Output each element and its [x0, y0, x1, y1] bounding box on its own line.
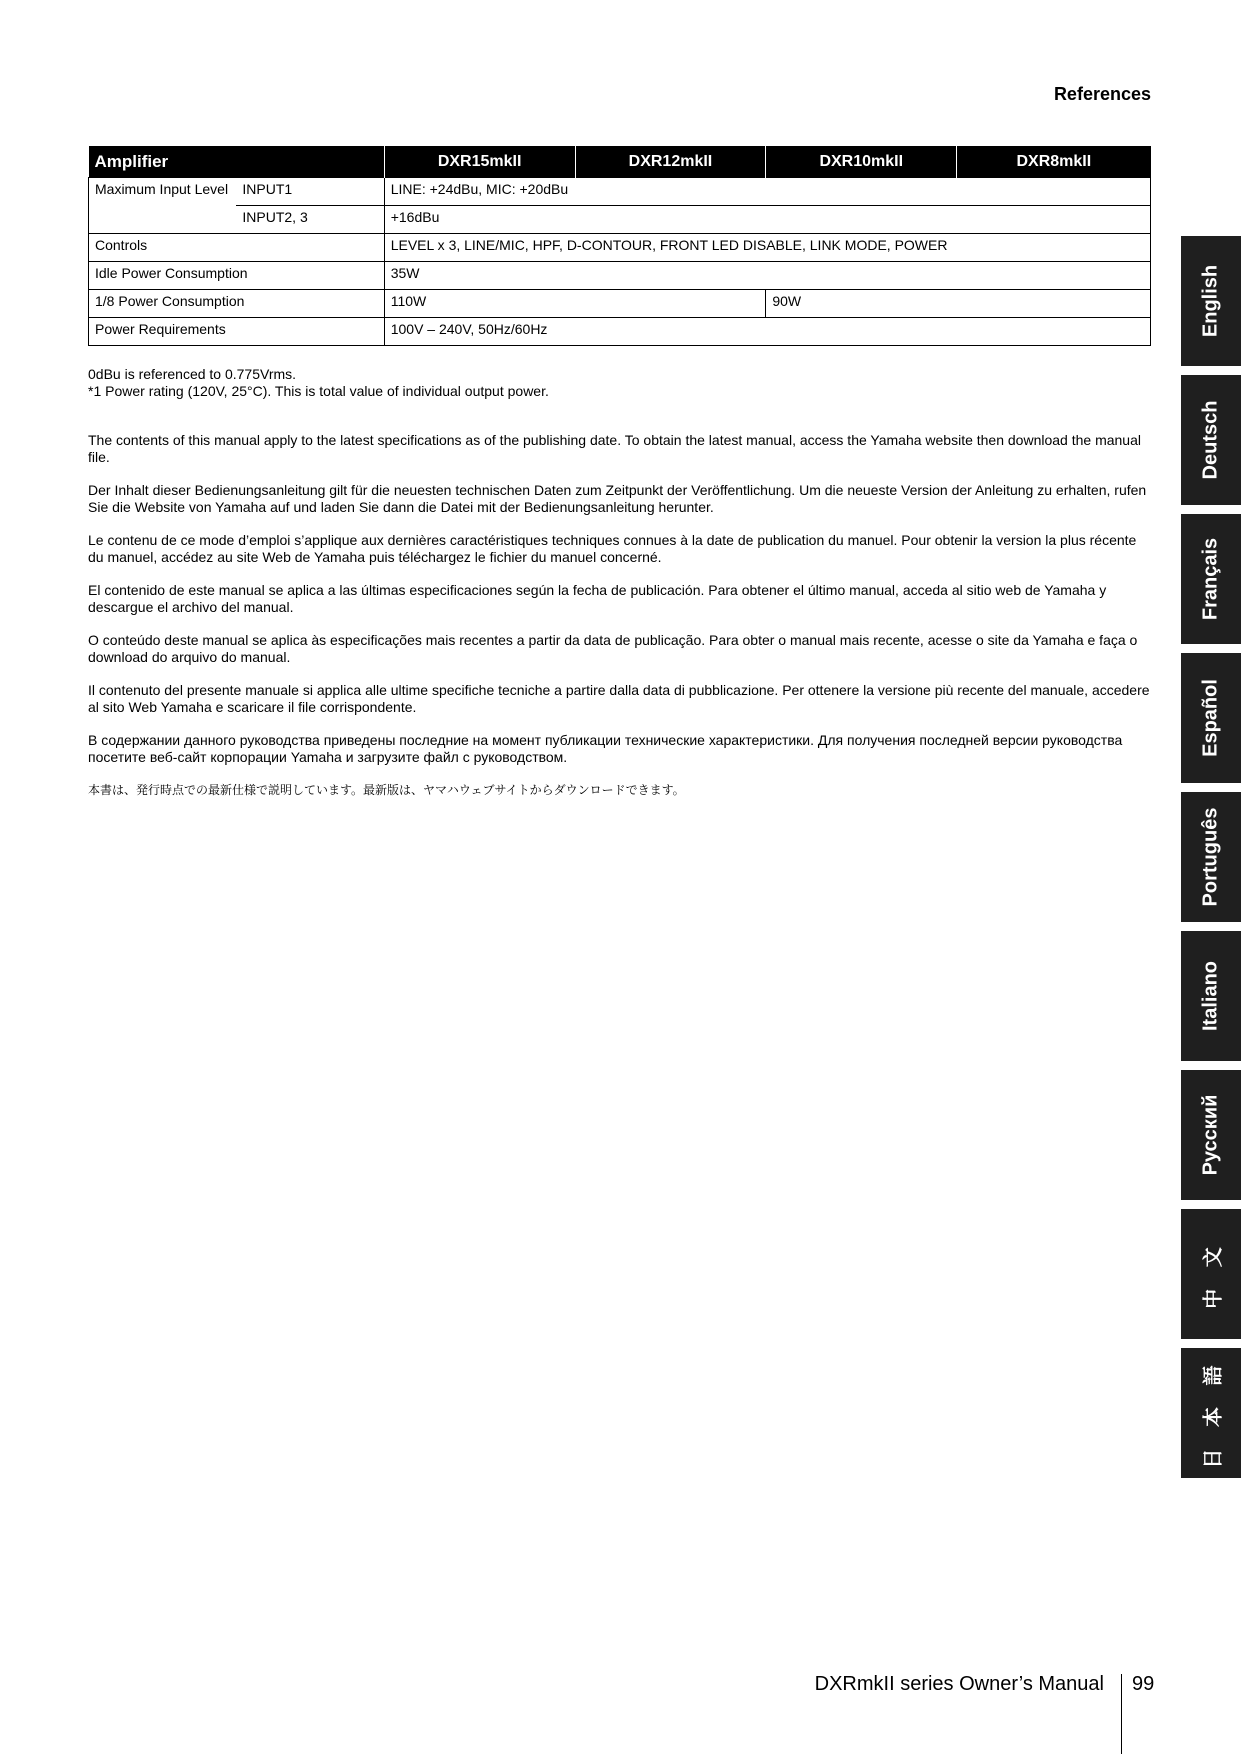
header-amplifier: Amplifier	[89, 146, 237, 178]
tab-label: Deutsch	[1199, 400, 1222, 480]
tab-italiano[interactable]	[1181, 931, 1241, 1061]
tab-label: Français	[1199, 537, 1222, 621]
notice-portuguese: O conteúdo deste manual se aplica às especificações mais recentes a partir da data de publicação. Para obter o manual mais recente, acesse o site da Yamaha e faça o download do arquivo do manual.	[88, 632, 1138, 665]
input1-label: INPUT1	[236, 178, 384, 206]
tab-label: Português	[1199, 807, 1222, 907]
footnotes	[88, 366, 549, 400]
tab-francais[interactable]	[1181, 514, 1241, 644]
notice-english: The contents of this manual apply to the latest specifications as of the publishing date. To obtain the latest manual, access the Yamaha website then download the manual file.	[88, 432, 1141, 465]
input23-label: INPUT2, 3	[236, 206, 384, 234]
input1-value: LINE: +24dBu, MIC: +20dBu	[384, 178, 1150, 206]
table-row	[89, 178, 1151, 206]
notice-italian: Il contenuto del presente manuale si applica alle ultime specifiche tecniche a partire dalla data di pubblicazione. Per ottenere la versione più recente del manuale, accedere al sito Web Yamaha e scaricare il file corrispondente.	[88, 682, 1150, 715]
table-row	[89, 206, 1151, 234]
footer-manual-title: DXRmkII series Owner’s Manual	[814, 1673, 1104, 1695]
header-blank	[236, 146, 384, 178]
section-heading: References	[1053, 84, 1151, 104]
notice-german: Der Inhalt dieser Bedienungsanleitung gilt für die neuesten technischen Daten zum Zeitpunkt der Veröffentlichung. Um die neueste Version der Anleitung zu erhalten, rufen Sie die Website von Yamaha auf und laden Sie dann die Datei mit der Bedienungsanleitung herunter.	[88, 482, 1147, 515]
header-dxr15mkii: DXR15mkII	[384, 146, 575, 178]
tab-label: 日 本 語	[1202, 1357, 1225, 1469]
header-dxr8mkii: DXR8mkII	[957, 146, 1151, 178]
controls-label: Controls	[89, 234, 385, 262]
tab-deutsch[interactable]	[1181, 375, 1241, 505]
table-header-row	[89, 146, 1151, 178]
tab-label: 中 文	[1202, 1239, 1225, 1309]
table-row	[89, 318, 1151, 346]
tab-russian[interactable]	[1181, 1070, 1241, 1200]
spec-table	[88, 146, 1151, 346]
language-tabs	[1181, 236, 1241, 1487]
table-row	[89, 234, 1151, 262]
table-row	[89, 262, 1151, 290]
tab-label: Русский	[1199, 1094, 1222, 1176]
tab-portugues[interactable]	[1181, 792, 1241, 922]
page-number: 99	[1132, 1673, 1155, 1695]
footnote-dbu: 0dBu is referenced to 0.775Vrms.	[88, 366, 297, 382]
header-dxr12mkii: DXR12mkII	[575, 146, 766, 178]
tab-chinese[interactable]	[1181, 1209, 1241, 1339]
tab-label: Español	[1199, 679, 1222, 757]
eighth-power-value-dxr15-12: 110W	[384, 290, 766, 318]
notice-spanish: El contenido de este manual se aplica a las últimas especificaciones según la fecha de publicación. Para obtener el último manual, acceda al sitio web de Yamaha y descargue el archivo del manual.	[88, 582, 1107, 615]
tab-espanol[interactable]	[1181, 653, 1241, 783]
header-dxr10mkii: DXR10mkII	[766, 146, 957, 178]
tab-label: English	[1199, 264, 1222, 338]
controls-value: LEVEL x 3, LINE/MIC, HPF, D-CONTOUR, FRONT LED DISABLE, LINK MODE, POWER	[384, 234, 1150, 262]
input23-value: +16dBu	[384, 206, 1150, 234]
manual-notices	[88, 432, 1151, 815]
tab-label: Italiano	[1199, 960, 1222, 1032]
eighth-power-label: 1/8 Power Consumption	[89, 290, 385, 318]
notice-french: Le contenu de ce mode d’emploi s’applique aux dernières caractéristiques techniques connues à la date de publication du manuel. Pour obtenir la version la plus récente du manuel, accédez au site Web de Yamaha puis téléchargez le fichier du manuel concerné.	[88, 532, 1137, 565]
tab-english[interactable]	[1181, 236, 1241, 366]
max-input-label: Maximum Input Level	[89, 178, 237, 234]
footnote-power-rating: *1 Power rating (120V, 25°C). This is total value of individual output power.	[88, 383, 549, 399]
eighth-power-value-dxr10-8: 90W	[766, 290, 1151, 318]
footer-divider	[1121, 1674, 1122, 1754]
power-req-label: Power Requirements	[89, 318, 385, 346]
idle-power-label: Idle Power Consumption	[89, 262, 385, 290]
notice-russian: В содержании данного руководства приведены последние на момент публикации технические характеристики. Для получения последней версии руководства посетите веб-сайт корпорации Yamaha и загрузите файл с руководством.	[88, 732, 1123, 765]
idle-power-value: 35W	[384, 262, 1150, 290]
power-req-value: 100V – 240V, 50Hz/60Hz	[384, 318, 1150, 346]
tab-japanese[interactable]	[1181, 1348, 1241, 1478]
table-row	[89, 290, 1151, 318]
notice-japanese: 本書は、発行時点での最新仕様で説明しています。最新版は、ヤマハウェブサイトからダウンロードできます。	[88, 783, 685, 797]
